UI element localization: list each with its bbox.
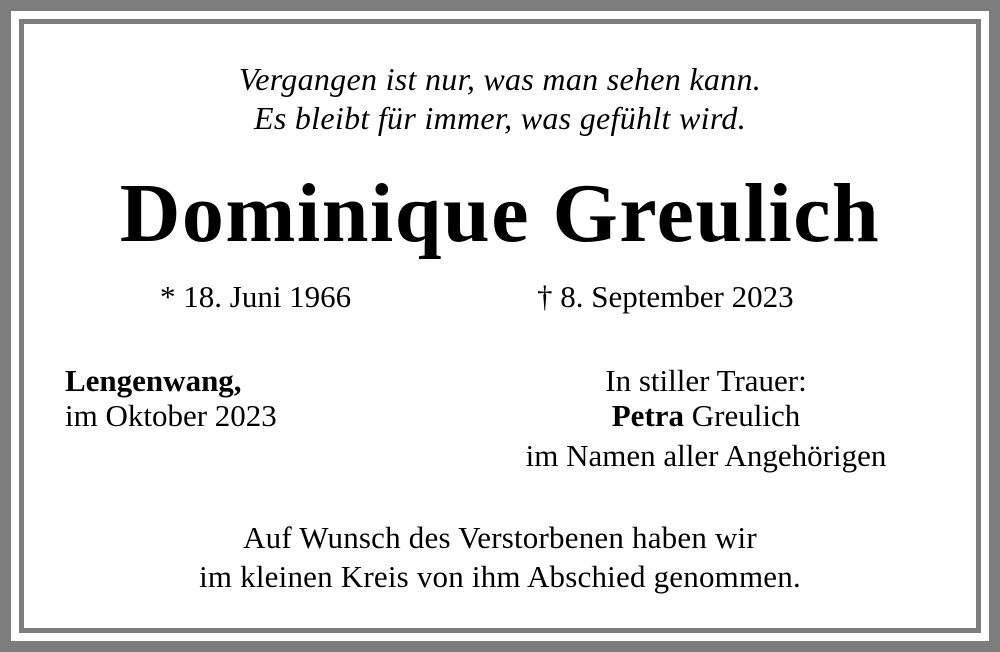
quote-line-2: Es bleibt für immer, was gefühlt wird. [253,100,746,136]
quote-line-1: Vergangen ist nur, was man sehen kann. [238,61,762,97]
place-date: im Oktober 2023 [65,398,277,433]
closing-line-1: Auf Wunsch des Verstorbenen haben wir [243,520,757,555]
deceased-name: Dominique Greulich [119,167,881,260]
mourner-relatives: im Namen aller Angehörigen [525,438,887,473]
mourner-first-name: Petra [611,398,685,433]
place-city: Lengenwang, [65,363,242,398]
mourner-name [478,400,934,431]
closing-line-2: im kleinen Kreis von ihm Abschied genommen. [199,559,801,594]
death-date: † 8. September 2023 [537,279,794,314]
mourner-last-name: Greulich [691,398,801,433]
birth-date: * 18. Juni 1966 [160,279,352,314]
mourning-heading: In stiller Trauer: [605,363,807,398]
